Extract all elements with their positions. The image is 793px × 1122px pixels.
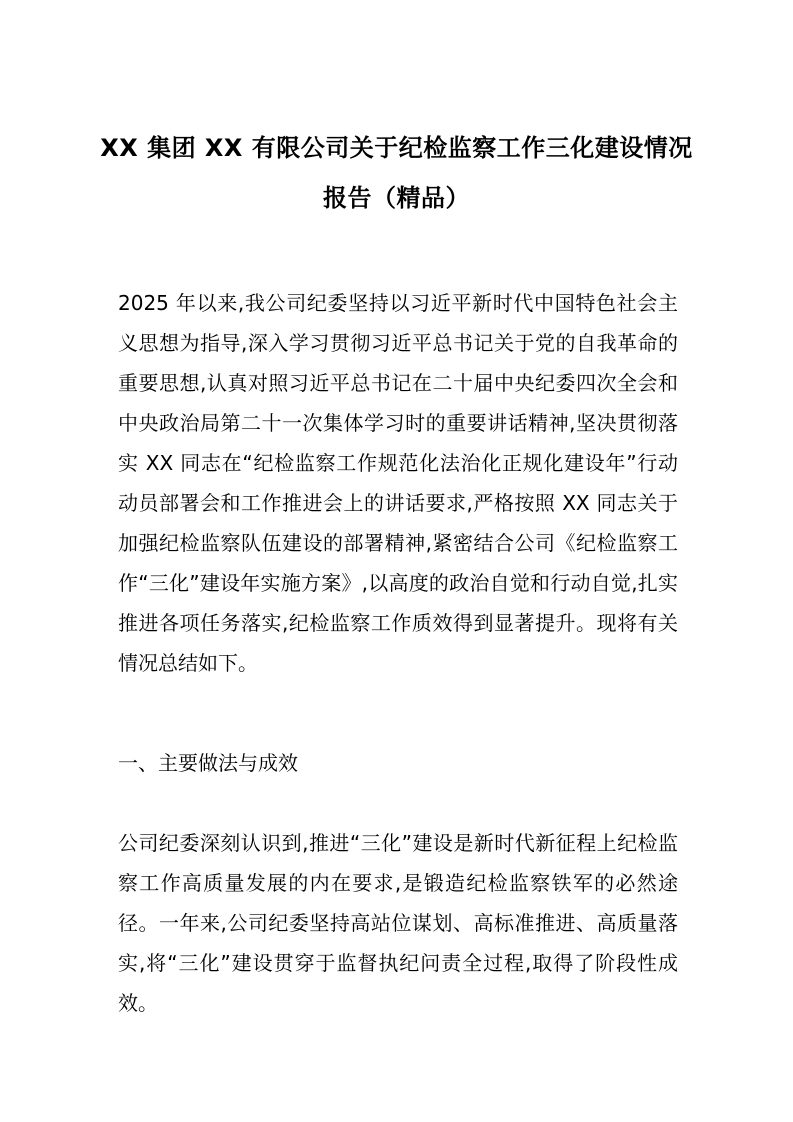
section-heading: 一、主要做法与成效 — [118, 751, 298, 775]
document-title-line-2: 报告（精品） — [323, 184, 470, 212]
section-paragraph: 公司纪委深刻认识到,推进“三化”建设是新时代新征程上纪检监察工作高质量发展的内在要求,是锻造纪检监察铁军的必然途径。一年来,公司纪委坚持高站位谋划、高标准推进、高质量落实,将“三化”建设贯穿于监督执纪问责全过程,取得了阶段性成效。 — [118, 831, 678, 1015]
document-title-line-1: XX 集团 XX 有限公司关于纪检监察工作三化建设情况 — [100, 134, 693, 162]
intro-paragraph: 2025 年以来,我公司纪委坚持以习近平新时代中国特色社会主义思想为指导,深入学习贯彻习近平总书记关于党的自我革命的重要思想,认真对照习近平总书记在二十届中央纪委四次全会和中央政治局第二十一次集体学习时的重要讲话精神,坚决贯彻落实 XX 同志在“纪检监察工作规范化法治化正规化建设年”行动动员部署会和工作推进会上的讲话要求,严格按照 XX 同志关于加强纪检监察队伍建设的部署精神,紧密结合公司《纪检监察工作“三化”建设年实施方案》,以高度的政治自觉和行动自觉,扎实推进各项任务落实,纪检监察工作质效得到显著提升。现将有关情况总结如下。 — [118, 291, 678, 675]
